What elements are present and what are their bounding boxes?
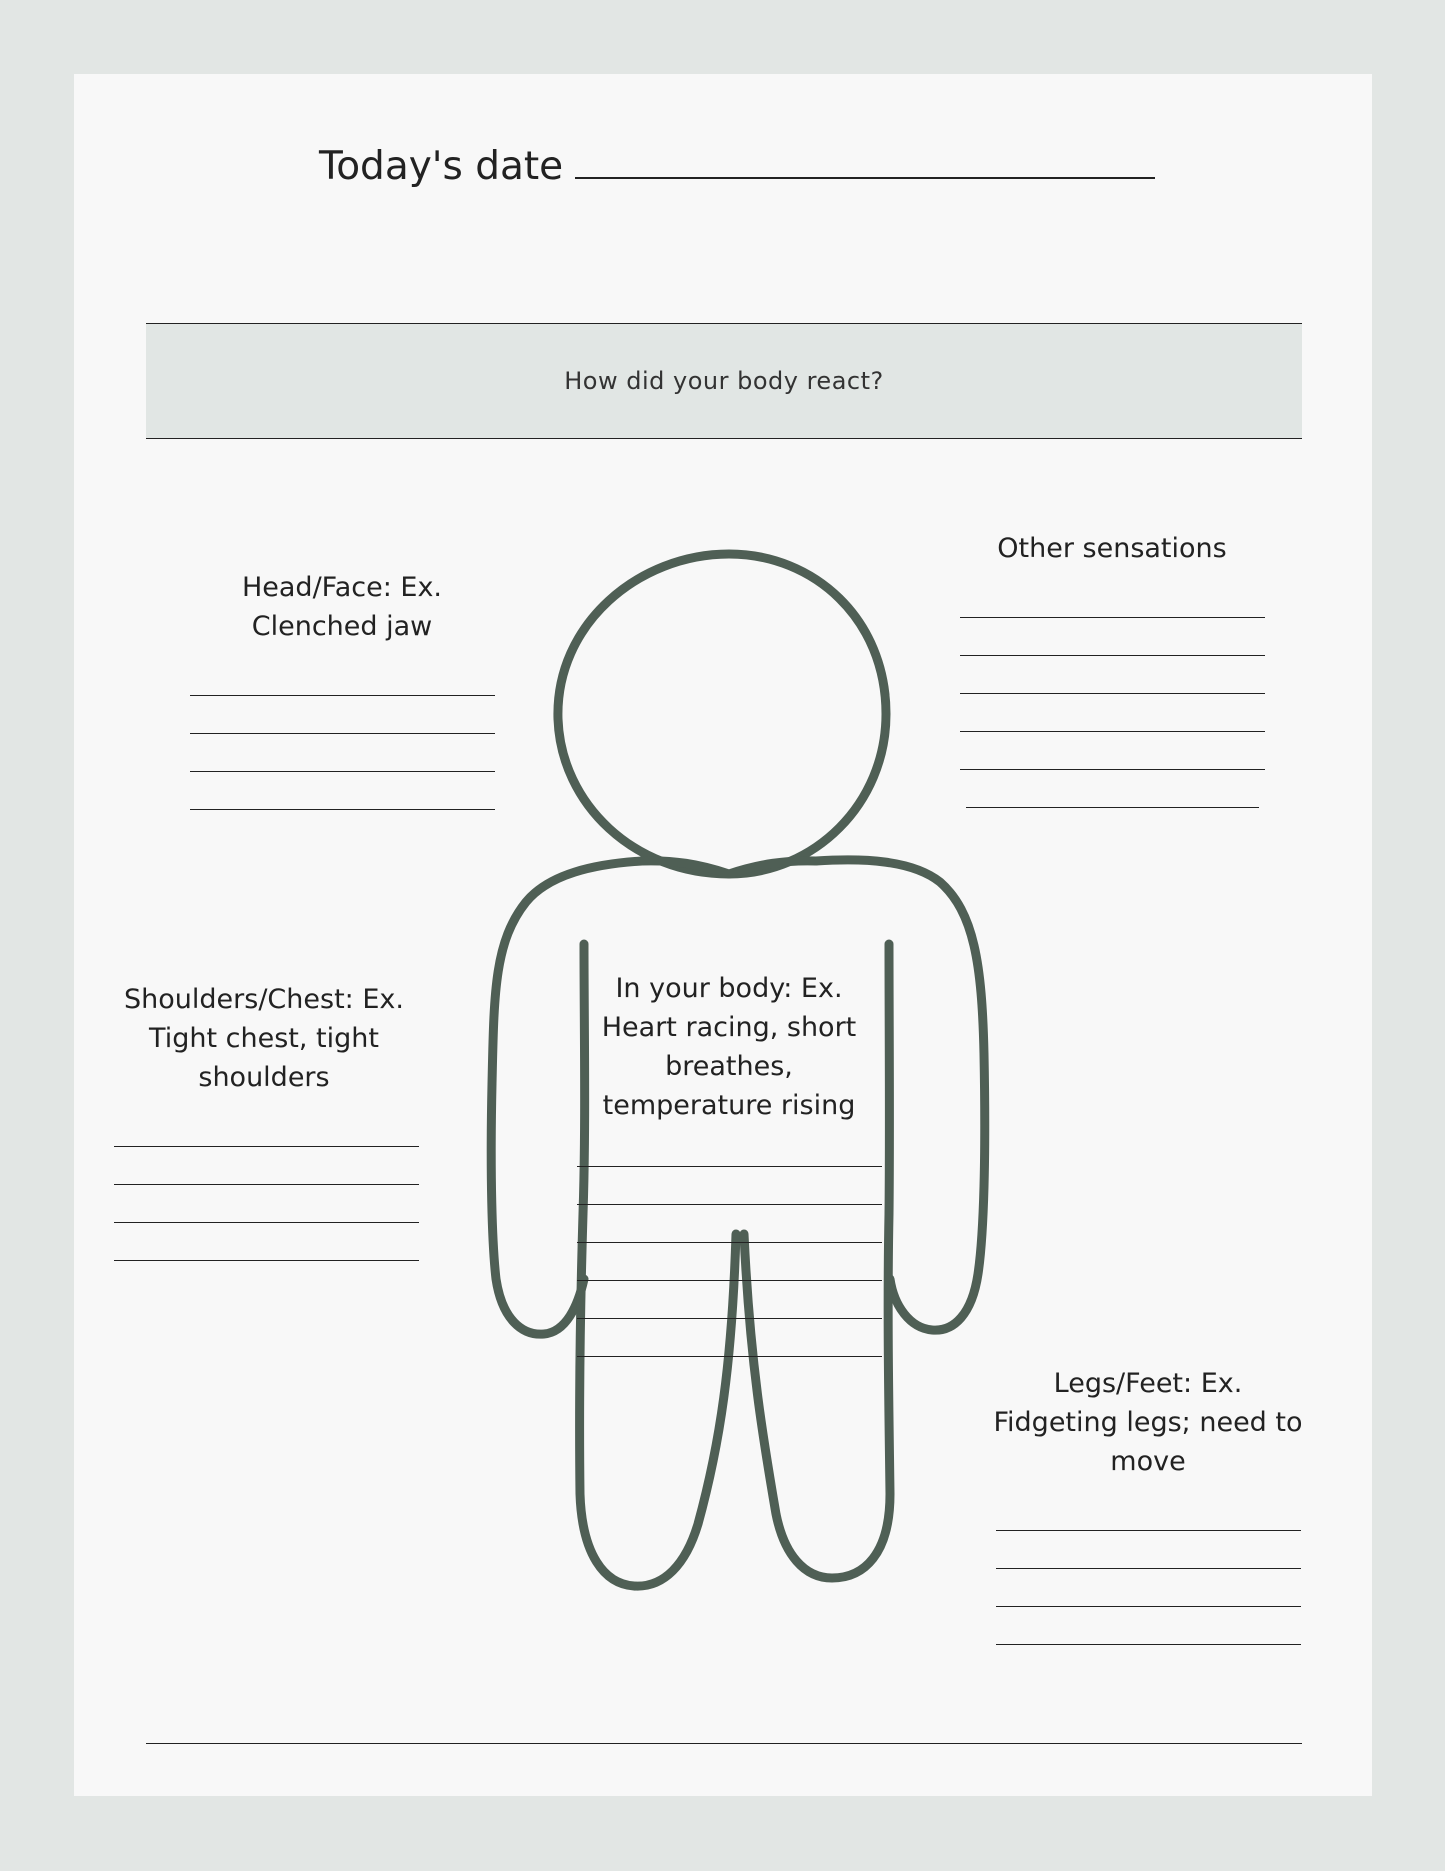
shoulders-chest-line[interactable] [114, 1147, 419, 1185]
legs-feet-line[interactable] [996, 1493, 1301, 1531]
legs-feet-title-1: Legs/Feet: Ex. [1053, 1368, 1243, 1399]
in-body-line[interactable] [577, 1319, 882, 1357]
section-in-body [574, 969, 884, 1357]
shoulders-chest-line[interactable] [114, 1109, 419, 1147]
legs-feet-title-3: move [1110, 1446, 1186, 1477]
shoulders-chest-title-3: shoulders [198, 1062, 330, 1093]
legs-feet-lines [992, 1493, 1304, 1645]
head-face-lines [187, 658, 497, 810]
head-outline [558, 554, 886, 874]
other-sensations-line[interactable] [960, 656, 1265, 694]
section-shoulders-chest [114, 980, 414, 1261]
other-sensations-line[interactable] [960, 694, 1265, 732]
section-other-sensations [957, 529, 1267, 808]
legs-feet-title-2: Fidgeting legs; need to [993, 1407, 1303, 1438]
shoulders-chest-lines [114, 1109, 414, 1261]
in-body-line[interactable] [577, 1129, 882, 1167]
in-body-title-3: breathes, [665, 1051, 793, 1082]
shoulders-chest-line[interactable] [114, 1185, 419, 1223]
bottom-rule [146, 1743, 1302, 1744]
shoulders-chest-title-1: Shoulders/Chest: Ex. [124, 984, 404, 1015]
banner-question: How did your body react? [564, 367, 884, 395]
other-sensations-lines [957, 580, 1267, 808]
in-body-line[interactable] [577, 1205, 882, 1243]
head-face-title-1: Head/Face: Ex. [241, 572, 443, 603]
shoulders-chest-title-2: Tight chest, tight [149, 1023, 379, 1054]
head-face-line[interactable] [190, 734, 495, 772]
other-sensations-line[interactable] [960, 732, 1265, 770]
section-head-face [187, 568, 497, 810]
head-face-line[interactable] [190, 772, 495, 810]
other-sensations-line[interactable] [960, 580, 1265, 618]
in-body-title-1: In your body: Ex. [615, 973, 843, 1004]
other-sensations-line[interactable] [966, 770, 1259, 808]
in-body-title-2: Heart racing, short [601, 1012, 857, 1043]
section-legs-feet [992, 1364, 1304, 1645]
other-sensations-title: Other sensations [997, 533, 1227, 564]
in-body-line[interactable] [577, 1281, 882, 1319]
legs-feet-line[interactable] [996, 1531, 1301, 1569]
in-body-line[interactable] [577, 1167, 882, 1205]
head-face-line[interactable] [190, 658, 495, 696]
worksheet-page [74, 74, 1372, 1796]
shoulders-chest-line[interactable] [114, 1223, 419, 1261]
legs-feet-line[interactable] [996, 1607, 1301, 1645]
in-body-line[interactable] [577, 1243, 882, 1281]
in-body-lines [574, 1129, 884, 1357]
head-face-line[interactable] [190, 696, 495, 734]
other-sensations-line[interactable] [960, 618, 1265, 656]
in-body-title-4: temperature rising [602, 1090, 856, 1121]
legs-feet-line[interactable] [996, 1569, 1301, 1607]
head-face-title-2: Clenched jaw [251, 611, 433, 642]
date-label: Today's date [319, 144, 564, 189]
